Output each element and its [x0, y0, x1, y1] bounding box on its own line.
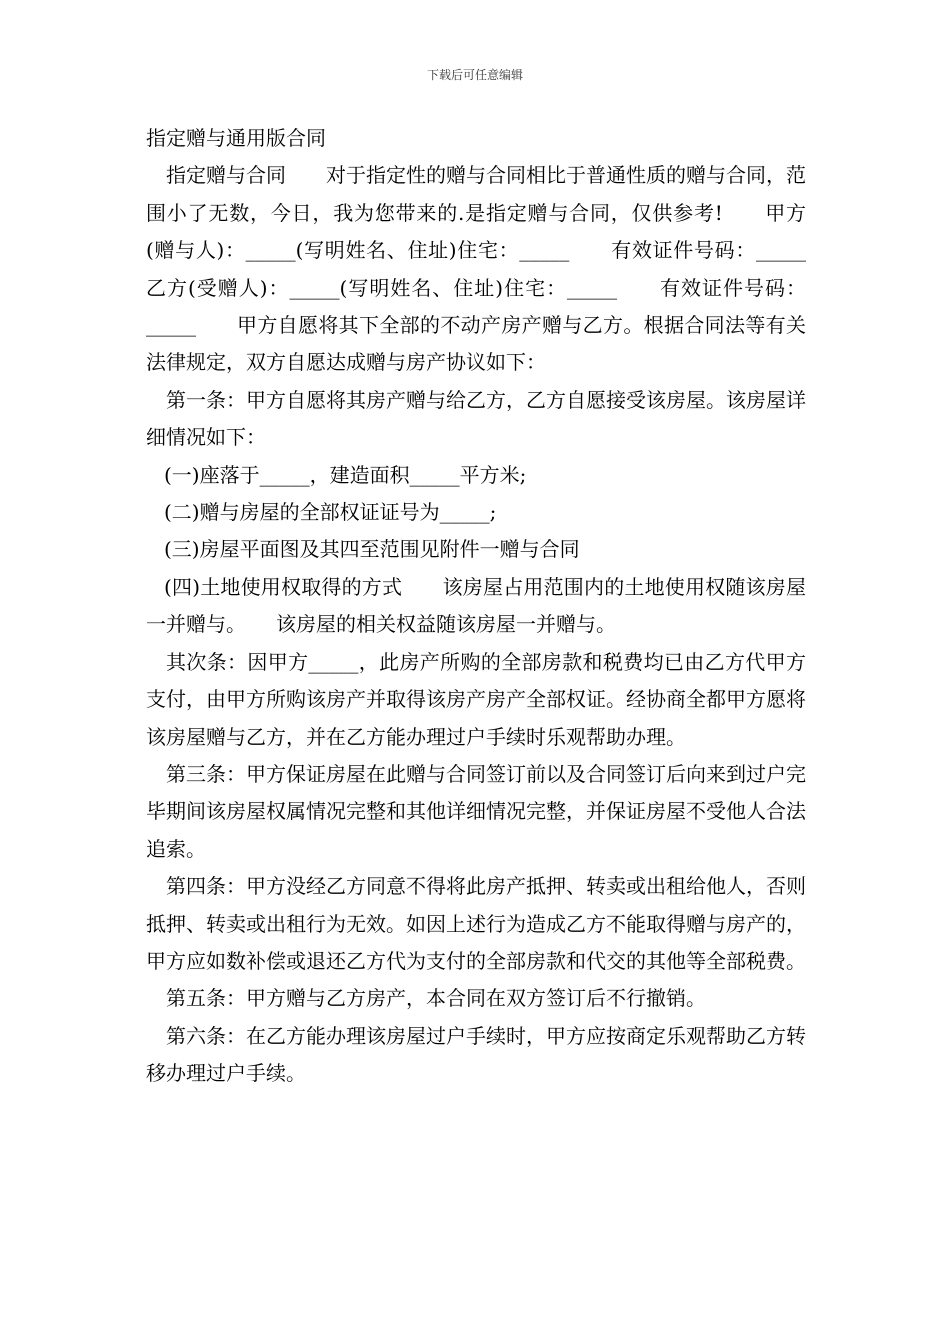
paragraph-item-4: (四)土地使用权取得的方式 该房屋占用范围内的土地使用权随该房屋一并赠与。 该房屋的相关权益随该房屋一并赠与。	[146, 574, 806, 637]
paragraph-article-6: 第六条：在乙方能办理该房屋过户手续时，甲方应按商定乐观帮助乙方转移办理过户手续。	[146, 1023, 806, 1086]
paragraph-article-5: 第五条：甲方赠与乙方房产，本合同在双方签订后不行撤销。	[166, 986, 706, 1011]
document-body	[146, 120, 846, 1093]
paragraph-article-1: 第一条：甲方自愿将其房产赠与给乙方，乙方自愿接受该房屋。该房屋详细情况如下：	[146, 387, 806, 450]
document-title: 指定赠与通用版合同	[146, 126, 326, 150]
paragraph-item-3: (三)房屋平面图及其四至范围见附件一赠与合同	[164, 537, 580, 562]
page-header: 下载后可任意编辑	[426, 68, 523, 82]
paragraph-article-3: 第三条：甲方保证房屋在此赠与合同签订前以及合同签订后向来到过户完毕期间该房屋权属情况完整和其他详细情况完整，并保证房屋不受他人合法追索。	[146, 761, 806, 861]
paragraph-article-4: 第四条：甲方没经乙方同意不得将此房产抵押、转卖或出租给他人，否则抵押、转卖或出租行为无效。如因上述行为造成乙方不能取得赠与房产的，甲方应如数补偿或退还乙方代为支付的全部房款和代交的其他等全部税费。	[146, 874, 806, 973]
paragraph-article-2: 其次条：因甲方_____，此房产所购的全部房款和税费均已由乙方代甲方支付，由甲方所购该房产并取得该房产房产全部权证。经协商全都甲方愿将该房屋赠与乙方，并在乙方能办理过户手续时乐观帮助办理。	[146, 649, 806, 749]
paragraph-item-2: (二)赠与房屋的全部权证证号为_____;	[164, 500, 497, 525]
paragraph-intro: 指定赠与合同 对于指定性的赠与合同相比于普通性质的赠与合同，范围小了无数，今日，我为您带来的.是指定赠与合同，仅供参考! 甲方(赠与人)：_____(写明姓名、住址)住宅：_____ 有效证件号码：_____ 乙方(受赠人)：_____(写明姓名、住址)住宅：_____ 有效证件号码：_____ 甲方自愿将其下全部的不动产房产赠与乙方。根据合同法等有关法律规定，双方自愿达成赠与房产协议如下：	[146, 163, 846, 375]
paragraph-item-1: (一)座落于_____，建造面积_____平方米;	[164, 462, 527, 487]
